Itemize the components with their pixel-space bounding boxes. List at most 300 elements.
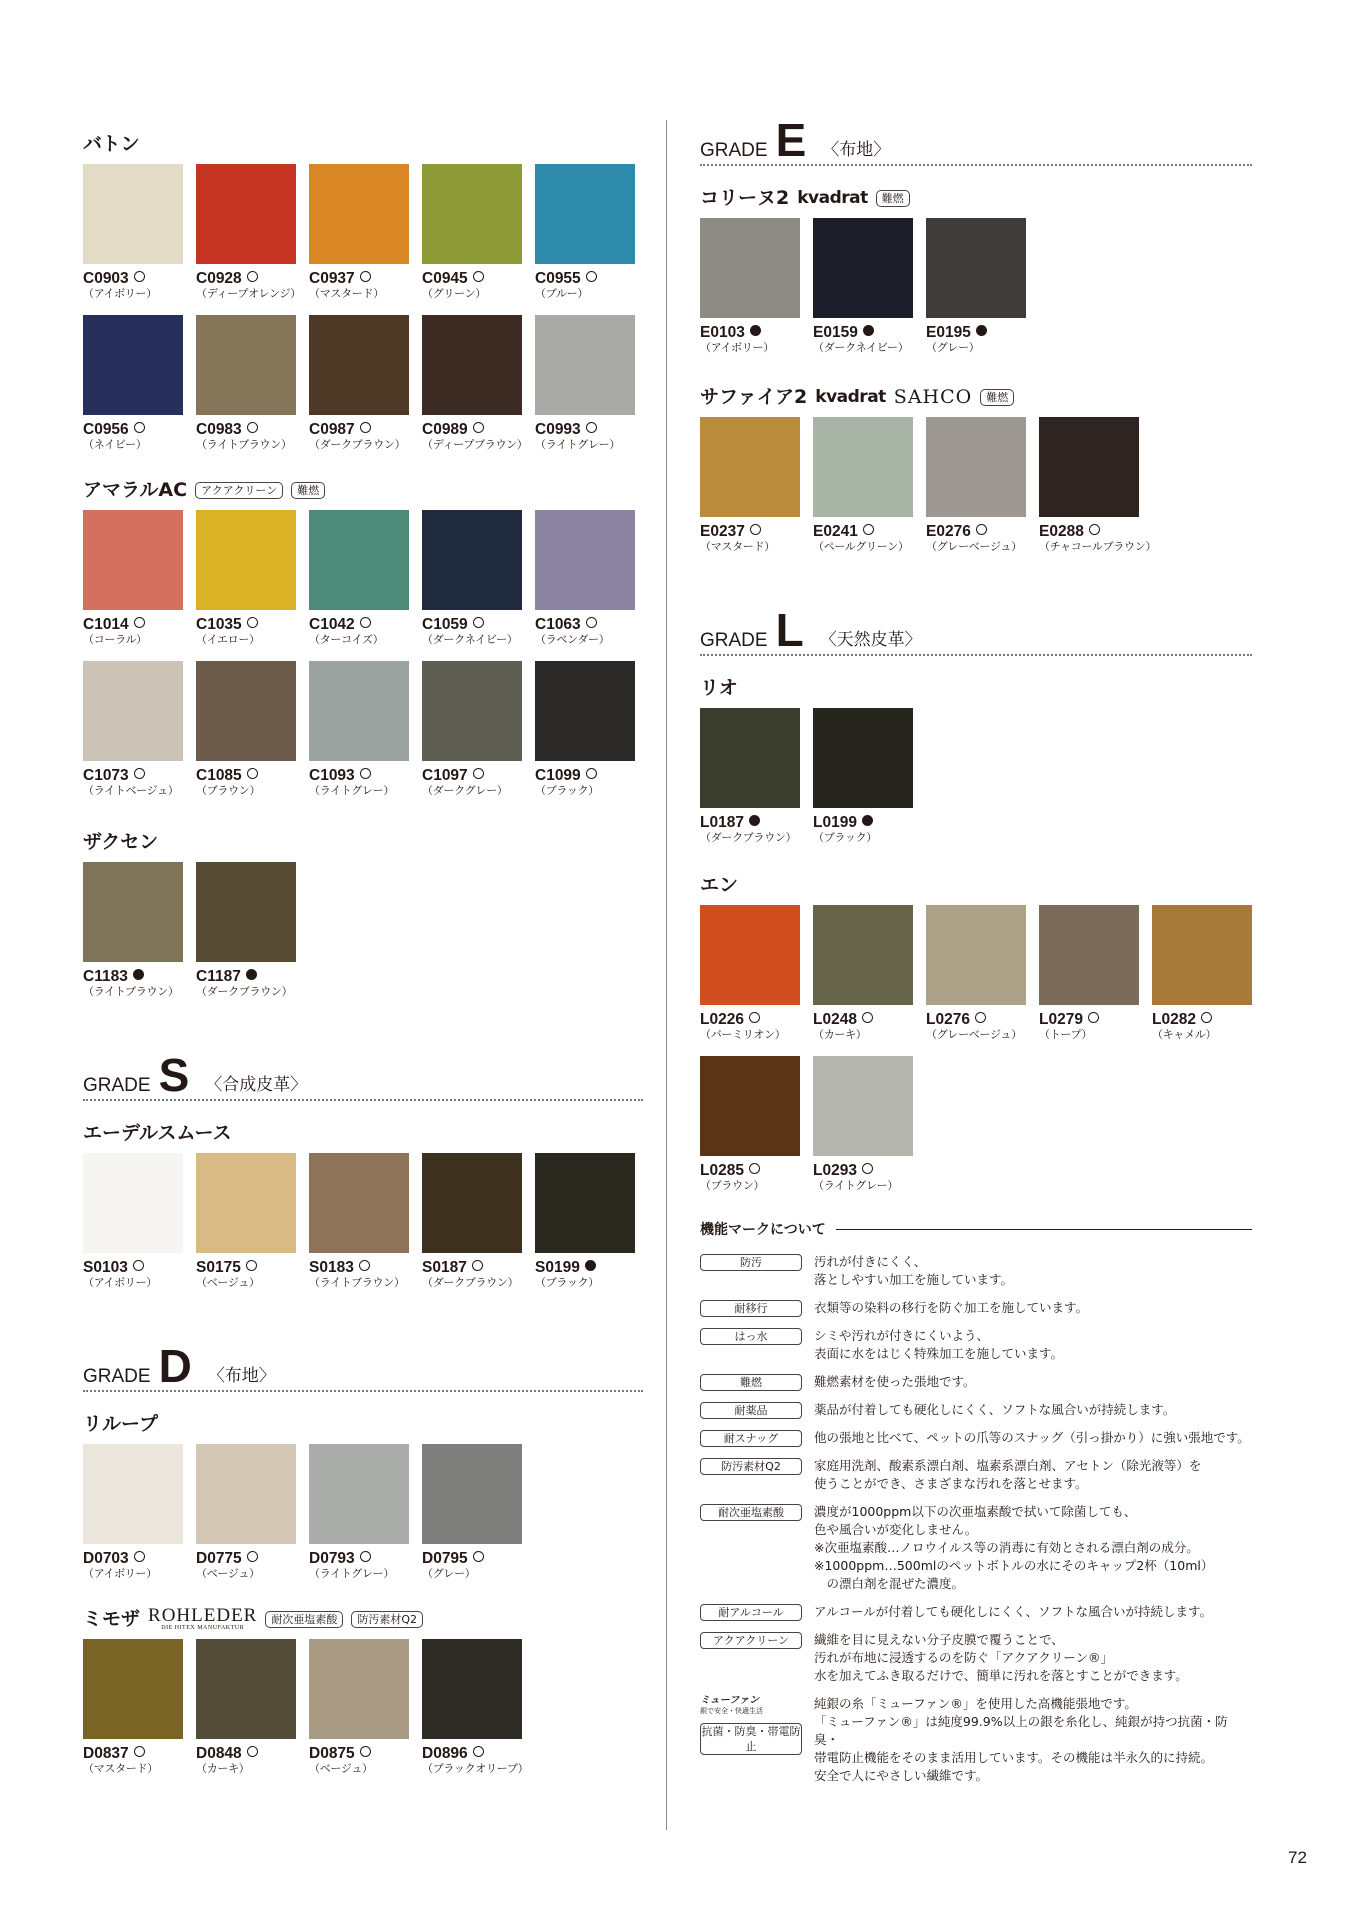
fabric-swatch[interactable] [813,1056,913,1156]
swatch-code-text: C0956 [83,421,129,438]
fabric-swatch[interactable] [1039,417,1139,517]
swatch-code [813,1162,914,1179]
swatch-item[interactable] [422,1444,523,1595]
swatch-code-text: E0276 [926,523,971,540]
swatch-item[interactable] [196,510,297,661]
fabric-swatch[interactable] [700,1056,800,1156]
fabric-swatch[interactable] [83,661,183,761]
fabric-swatch[interactable] [700,218,800,318]
swatch-item[interactable] [83,510,184,661]
fabric-swatch[interactable] [422,510,522,610]
swatch-code-text: L0282 [1152,1011,1196,1028]
swatch-code-text: C1093 [309,767,355,784]
swatch-code [83,968,184,985]
swatch-code [196,1550,297,1567]
feature-description: 他の張地と比べて、ペットの爪等のスナッグ（引っ掛かり）に強い張地です。 [814,1430,1250,1445]
swatch-code [196,1259,297,1276]
open-circle-icon [750,524,761,535]
fabric-swatch[interactable] [309,661,409,761]
swatch-item[interactable] [700,1056,801,1207]
feature-legend-title: 機能マークについて [700,1222,826,1238]
open-circle-icon [247,1551,258,1562]
open-circle-icon [586,617,597,628]
fabric-name: エン [700,874,739,896]
swatch-code-text: C1035 [196,616,242,633]
fabric-swatch[interactable] [535,164,635,264]
feature-label: 抗菌・防臭・帯電防止 [701,1725,801,1753]
swatch-code-text: C0945 [422,270,468,287]
mufan-logo-text: ミューファン [700,1695,760,1706]
grade-header [83,1049,643,1101]
swatch-item[interactable] [83,862,184,1013]
swatch-color-name: （ダークブラウン） [700,831,797,844]
feature-label-cell [700,1503,804,1593]
swatch-code-text: E0195 [926,324,971,341]
fabric-section [83,476,643,812]
grade-letter: S [158,1049,190,1101]
swatch-code [83,767,184,784]
feature-row [700,1457,1252,1493]
fabric-swatch[interactable] [83,1444,183,1544]
fabric-swatch[interactable] [422,661,522,761]
grade-heading [83,1049,643,1101]
swatch-item[interactable] [309,164,410,315]
fabric-name: ザクセン [83,831,159,853]
swatch-item[interactable] [700,417,801,568]
open-circle-icon [133,1260,144,1271]
fabric-swatch[interactable] [196,164,296,264]
swatch-code [83,1550,184,1567]
fabric-swatch[interactable] [196,1153,296,1253]
swatch-color-name: （ベージュ） [309,1762,373,1775]
fabric-name: バトン [83,133,140,155]
brand-logo-kvadrat: kvadrat [815,387,886,407]
swatch-code [422,421,523,438]
swatch-code [700,1162,801,1179]
open-circle-icon [473,617,484,628]
swatch-grid [83,1444,648,1595]
filled-circle-icon [750,325,761,336]
fabric-swatch[interactable] [813,708,913,808]
swatch-code [309,616,410,633]
fabric-title [83,1605,643,1633]
open-circle-icon [134,768,145,779]
fabric-swatch[interactable] [926,218,1026,318]
fabric-swatch[interactable] [196,862,296,962]
swatch-item[interactable] [535,1153,636,1304]
swatch-item[interactable] [813,218,914,369]
swatch-color-name: （ベージュ） [196,1276,260,1289]
swatch-color-name: （チャコールブラウン） [1039,540,1157,553]
open-circle-icon [360,617,371,628]
feature-label: 耐アルコール [700,1604,802,1621]
swatch-code-text: C0903 [83,270,129,287]
fabric-title [83,828,643,856]
filled-circle-icon [862,815,873,826]
fabric-swatch[interactable] [926,905,1026,1005]
fabric-swatch[interactable] [83,862,183,962]
swatch-code-text: C1183 [83,968,128,985]
fabric-swatch[interactable] [422,315,522,415]
swatch-color-name: （ブラウン） [196,784,261,797]
swatch-color-name: （ライトグレー） [535,438,621,451]
swatch-color-name: （ブラック） [535,1276,599,1289]
brand-tagline: DIE HITEX MANUFAKTUR [161,1624,245,1631]
swatch-item[interactable] [1039,905,1140,1056]
fabric-swatch[interactable] [813,905,913,1005]
swatch-code-text: D0795 [422,1550,468,1567]
swatch-item[interactable] [196,862,297,1013]
swatch-code [535,616,636,633]
fabric-swatch[interactable] [309,510,409,610]
swatch-item[interactable] [813,905,914,1056]
feature-label: 防汚素材Q2 [700,1458,802,1475]
open-circle-icon [360,422,371,433]
swatch-item[interactable] [535,164,636,315]
filled-circle-icon [749,815,760,826]
swatch-item[interactable] [196,315,297,466]
feature-description: 衣類等の染料の移行を防ぐ加工を施しています。 [814,1300,1089,1315]
swatch-color-name: （ライトグレー） [813,1179,899,1192]
swatch-color-name: （コーラル） [83,633,147,646]
swatch-code [700,523,801,540]
fabric-name: ミモザ [83,1608,141,1630]
fabric-swatch[interactable] [926,417,1026,517]
swatch-code [309,767,410,784]
fabric-swatch[interactable] [813,218,913,318]
swatch-item[interactable] [422,510,523,661]
swatch-code [813,523,914,540]
filled-circle-icon [585,1260,596,1271]
swatch-code [700,324,801,341]
swatch-code [309,421,410,438]
swatch-code-text: L0285 [700,1162,744,1179]
swatch-code-text: E0288 [1039,523,1084,540]
swatch-code [83,270,184,287]
fabric-title [700,383,1252,411]
swatch-item[interactable] [83,1639,184,1790]
swatch-grid [83,1153,648,1304]
swatch-item[interactable] [1152,905,1253,1056]
fabric-swatch[interactable] [700,905,800,1005]
fabric-swatch[interactable] [535,1153,635,1253]
mufan-logo [700,1695,804,1717]
swatch-item[interactable] [309,315,410,466]
swatch-code [535,1259,636,1276]
swatch-color-name: （ダークネイビー） [813,341,909,354]
fabric-section [83,1410,643,1595]
swatch-color-name: （ライトブラウン） [309,1276,405,1289]
swatch-code-text: C1187 [196,968,241,985]
open-circle-icon [360,1746,371,1757]
swatch-item[interactable] [700,905,801,1056]
swatch-item[interactable] [813,417,914,568]
fabric-section [83,1605,643,1790]
right-column [700,114,1252,1795]
swatch-item[interactable] [422,1153,523,1304]
swatch-code-text: C1099 [535,767,581,784]
swatch-code [700,814,801,831]
feature-label-cell [700,1695,804,1785]
fabric-title [83,1119,643,1147]
swatch-item[interactable] [83,661,184,812]
swatch-color-name: （グレー） [422,1567,476,1580]
swatch-code-text: L0226 [700,1011,744,1028]
filled-circle-icon [976,325,987,336]
open-circle-icon [862,1163,873,1174]
swatch-item[interactable] [196,661,297,812]
grade-header [700,604,1252,656]
swatch-color-name: （ダークブラウン） [309,438,406,451]
feature-tag: 難燃 [876,190,910,207]
feature-description: 薬品が付着しても硬化しにくく、ソフトな風合いが持続します。 [814,1402,1176,1417]
swatch-color-name: （アイボリー） [83,1567,157,1580]
swatch-item[interactable] [813,1056,914,1207]
open-circle-icon [1089,524,1100,535]
feature-description: 家庭用洗剤、酸素系漂白剤、塩素系漂白剤、アセトン（除光液等）を 使うことができ、さまざまな汚れを落とせます。 [814,1458,1202,1491]
swatch-color-name: （アイボリー） [83,1276,157,1289]
swatch-item[interactable] [535,315,636,466]
feature-row [700,1299,1252,1317]
swatch-item[interactable] [196,164,301,315]
fabric-section [83,1119,643,1304]
fabric-swatch[interactable] [83,164,183,264]
swatch-color-name: （カーキ） [813,1028,867,1041]
swatch-code [422,767,523,784]
feature-label-cell [700,1603,804,1621]
swatch-color-name: （マスタード） [309,287,384,300]
fabric-swatch[interactable] [196,661,296,761]
swatch-code-text: E0103 [700,324,745,341]
swatch-color-name: （ブラック） [535,784,599,797]
feature-description: 繊維を目に見えない分子皮膜で覆うことで、 汚れが布地に浸透するのを防ぐ「アクアクリーン®」 水を加えてふき取るだけで、簡単に汚れを落とすことができます。 [814,1632,1188,1683]
swatch-item[interactable] [309,661,410,812]
swatch-item[interactable] [196,1153,297,1304]
swatch-item[interactable] [1039,417,1157,568]
swatch-code-text: D0896 [422,1745,468,1762]
swatch-item[interactable] [926,218,1027,369]
swatch-code [926,523,1027,540]
open-circle-icon [472,1260,483,1271]
swatch-item[interactable] [422,661,523,812]
swatch-code-text: E0237 [700,523,745,540]
swatch-item[interactable] [83,1444,184,1595]
grade-subtitle: 〈布地〉 [822,140,891,160]
swatch-code [83,1745,184,1762]
swatch-color-name: （ライトベージュ） [83,784,179,797]
swatch-code [309,270,410,287]
swatch-code-text: S0183 [309,1259,354,1276]
swatch-item[interactable] [813,708,914,859]
fabric-swatch[interactable] [196,1444,296,1544]
mufan-logo-sub: 銀で安全・快適生活 [700,1707,763,1715]
swatch-grid [83,164,648,466]
swatch-color-name: （ディープオレンジ） [196,287,301,300]
swatch-code [196,421,297,438]
swatch-color-name: （ライトブラウン） [83,985,179,998]
swatch-color-name: （ブラック） [813,831,877,844]
swatch-color-name: （ブラウン） [700,1179,765,1192]
swatch-item[interactable] [83,164,184,315]
feature-label: 耐スナッグ [700,1430,802,1447]
open-circle-icon [1201,1012,1212,1023]
swatch-code [196,1745,297,1762]
swatch-code-text: S0199 [535,1259,580,1276]
swatch-code-text: D0775 [196,1550,242,1567]
fabric-swatch[interactable] [83,315,183,415]
fabric-title [83,130,643,158]
swatch-item[interactable] [926,905,1027,1056]
swatch-code [83,1259,184,1276]
swatch-code [83,616,184,633]
swatch-item[interactable] [309,1153,410,1304]
swatch-code [1039,523,1140,540]
swatch-item[interactable] [926,417,1027,568]
swatch-color-name: （バーミリオン） [700,1028,786,1041]
fabric-swatch[interactable] [535,661,635,761]
swatch-code-text: D0875 [309,1745,355,1762]
swatch-code-text: L0187 [700,814,744,831]
feature-description: 濃度が1000ppm以下の次亜塩素酸で拭いて除菌しても、 色や風合いが変化しません。 ※次亜塩素酸…ノロウイルス等の消毒に有効とされる漂白剤の成分。 ※1000ppm…500mlのペットボトルの水にそのキャップ2杯（10ml） の漂白剤を混ぜた濃度。 [814,1504,1214,1591]
swatch-code-text: C0993 [535,421,581,438]
swatch-code [422,1550,523,1567]
grade-header [700,114,1252,166]
fabric-swatch[interactable] [422,1444,522,1544]
open-circle-icon [134,1551,145,1562]
swatch-code [926,1011,1027,1028]
feature-description: アルコールが付着しても硬化しにくく、ソフトな風合いが持続します。 [814,1604,1213,1619]
open-circle-icon [134,271,145,282]
swatch-item[interactable] [83,1153,184,1304]
fabric-swatch[interactable] [422,1639,522,1739]
open-circle-icon [473,768,484,779]
feature-row [700,1401,1252,1419]
swatch-code-text: C1059 [422,616,468,633]
swatch-color-name: （ブルー） [535,287,589,300]
feature-tag: 耐次亜塩素酸 [265,1611,343,1628]
swatch-code [196,616,297,633]
fabric-swatch[interactable] [700,417,800,517]
fabric-swatch[interactable] [309,1153,409,1253]
fabric-swatch[interactable] [309,1444,409,1544]
feature-label-cell [700,1457,804,1493]
brand-logo-rohleder [148,1604,258,1632]
swatch-color-name: （グリーン） [422,287,486,300]
swatch-code-text: L0293 [813,1162,857,1179]
fabric-swatch[interactable] [196,510,296,610]
swatch-item[interactable] [309,510,410,661]
fabric-swatch[interactable] [309,164,409,264]
open-circle-icon [863,524,874,535]
fabric-swatch[interactable] [1152,905,1252,1005]
swatch-code [535,767,636,784]
swatch-code-text: C1073 [83,767,129,784]
fabric-swatch[interactable] [1039,905,1139,1005]
swatch-item[interactable] [83,315,184,466]
feature-row [700,1373,1252,1391]
feature-label-cell [700,1299,804,1317]
swatch-code-text: C0928 [196,270,242,287]
fabric-title [700,871,1252,899]
swatch-code [926,324,1027,341]
swatch-item[interactable] [422,1639,529,1790]
swatch-code [535,421,636,438]
feature-row [700,1631,1252,1685]
filled-circle-icon [863,325,874,336]
open-circle-icon [360,1551,371,1562]
open-circle-icon [247,271,258,282]
swatch-code [196,270,297,287]
swatch-code-text: S0187 [422,1259,467,1276]
swatch-code-text: L0199 [813,814,857,831]
feature-legend [700,1219,1252,1785]
swatch-item[interactable] [422,315,528,466]
fabric-swatch[interactable] [535,315,635,415]
swatch-code-text: E0241 [813,523,858,540]
feature-row [700,1603,1252,1621]
grade-word: GRADE [83,1366,151,1387]
swatch-code-text: L0276 [926,1011,970,1028]
grade-letter: L [775,604,804,656]
swatch-item[interactable] [535,661,636,812]
swatch-code [309,1745,410,1762]
swatch-item[interactable] [309,1444,410,1595]
open-circle-icon [247,1746,258,1757]
swatch-item[interactable] [535,510,636,661]
feature-label: アクアクリーン [700,1632,802,1649]
fabric-swatch[interactable] [83,510,183,610]
swatch-item[interactable] [700,218,801,369]
fabric-swatch[interactable] [309,1639,409,1739]
swatch-color-name: （マスタード） [700,540,775,553]
feature-row [700,1253,1252,1289]
fabric-title [700,674,1252,702]
swatch-item[interactable] [309,1639,410,1790]
fabric-swatch[interactable] [700,708,800,808]
open-circle-icon [586,422,597,433]
open-circle-icon [749,1012,760,1023]
swatch-code-text: L0279 [1039,1011,1083,1028]
swatch-color-name: （ライトグレー） [309,784,395,797]
fabric-name: コリーヌ2 [700,187,790,209]
fabric-swatch[interactable] [83,1639,183,1739]
fabric-swatch[interactable] [309,315,409,415]
fabric-swatch[interactable] [535,510,635,610]
swatch-item[interactable] [700,708,801,859]
swatch-item[interactable] [196,1444,297,1595]
fabric-title [83,476,643,504]
swatch-code-text: C1097 [422,767,468,784]
swatch-code [309,1550,410,1567]
fabric-section [700,383,1252,568]
fabric-swatch[interactable] [83,1153,183,1253]
open-circle-icon [359,1260,370,1271]
swatch-color-name: （アイボリー） [83,287,157,300]
swatch-code-text: D0848 [196,1745,242,1762]
swatch-item[interactable] [196,1639,297,1790]
swatch-color-name: （カーキ） [196,1762,250,1775]
fabric-swatch[interactable] [196,315,296,415]
fabric-swatch[interactable] [422,164,522,264]
open-circle-icon [247,422,258,433]
swatch-code [83,421,184,438]
fabric-swatch[interactable] [813,417,913,517]
swatch-item[interactable] [422,164,523,315]
swatch-code [422,1259,523,1276]
fabric-swatch[interactable] [196,1639,296,1739]
feature-row [700,1429,1252,1447]
fabric-swatch[interactable] [422,1153,522,1253]
